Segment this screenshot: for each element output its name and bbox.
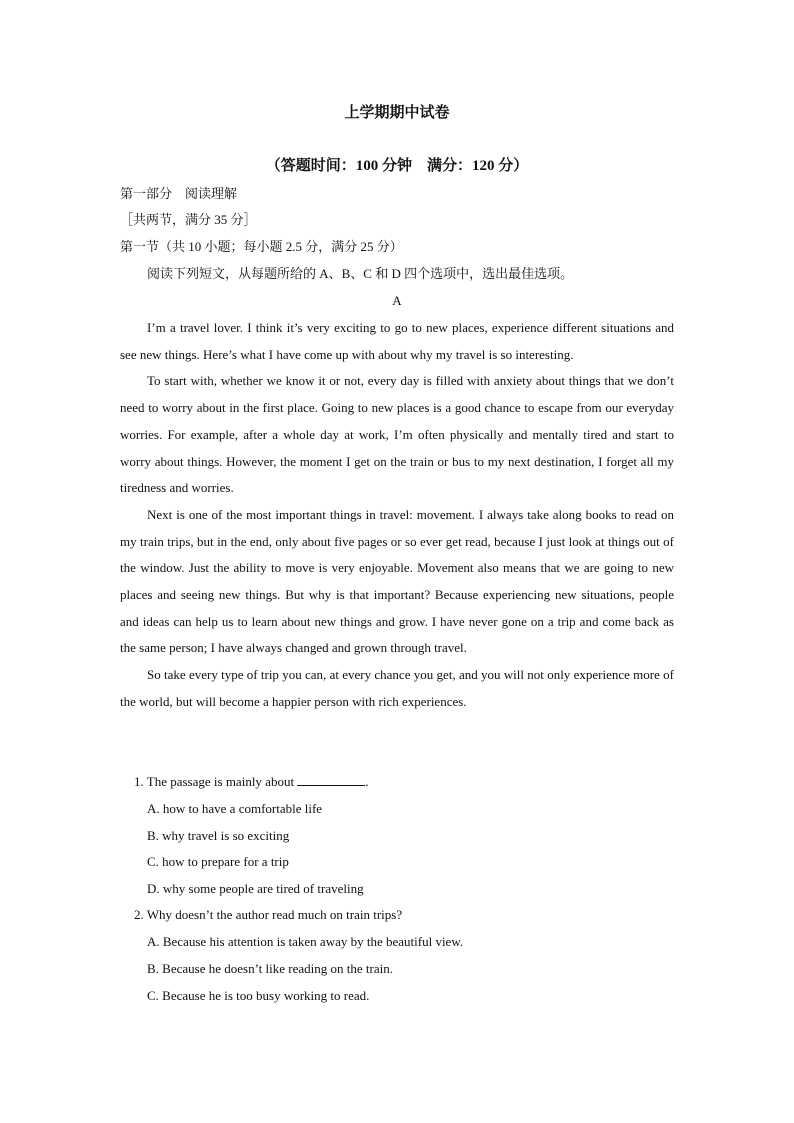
passage-paragraph: Next is one of the most important things in travel: movement. I always take along books to read on my train trips, but in the end, only about five pages or so ever get read, because I just look at things out of the window. Just the ability to move is very enjoyable. Movement also means that we are going to new places and seeing new things. But why is that important? Because experiencing new situations, people and ideas can help us to learn about new things and grow. I have never gone on a trip and come back as the same person; I have always changed and grown through travel.: [120, 506, 674, 656]
question-2-option-c: C. Because he is too busy working to read.: [147, 988, 370, 1003]
instructions: 阅读下列短文，从每题所给的 A、B、C 和 D 四个选项中，选出最佳选项。: [147, 266, 574, 281]
part-heading: 第一部分 阅读理解: [120, 186, 238, 201]
question-2-option-a: A. Because his attention is taken away by the beautiful view.: [147, 934, 464, 949]
section-heading: 第一节（共 10 小题；每小题 2.5 分，满分 25 分）: [120, 239, 403, 254]
passage-body: [120, 315, 674, 716]
question-1-option-a: A. how to have a comfortable life: [147, 801, 323, 816]
part-note: ［共两节，满分 35 分］: [120, 212, 257, 227]
question-1-option-b: B. why travel is so exciting: [147, 828, 290, 843]
question-stem: 1. The passage is mainly about: [134, 774, 295, 789]
passage-paragraph: I’m a travel lover. I think it’s very exciting to go to new places, experience different situations and see new things. Here’s what I have come up with about why my travel is so interesting.: [120, 320, 674, 362]
question-2: 2. Why doesn’t the author read much on train trips?: [134, 907, 403, 922]
question-2-option-b: B. Because he doesn’t like reading on the train.: [147, 961, 393, 976]
passage-label: A: [392, 293, 402, 308]
exam-info: （答题时间：100 分钟 满分：120 分）: [265, 158, 529, 174]
passage-paragraph: To start with, whether we know it or not, every day is filled with anxiety about things that we don’t need to worry about in the first place. Going to new places is a good chance to escape from our everyday worries. For example, after a whole day at work, I’m often physically and mentally tired and start to worry about things. However, the moment I get on the train or bus to my next destination, I forget all my tiredness and worries.: [120, 373, 674, 496]
question-1-option-c: C. how to prepare for a trip: [147, 854, 289, 869]
passage-paragraph: So take every type of trip you can, at every chance you get, and you will not only experience more of the world, but will become a happier person with rich experiences.: [120, 667, 674, 709]
question-1: [134, 773, 369, 791]
answer-blank: [297, 773, 365, 786]
question-1-option-d: D. why some people are tired of traveling: [147, 881, 364, 896]
question-stem-end: .: [365, 774, 369, 789]
page-title: 上学期期中试卷: [344, 105, 450, 121]
